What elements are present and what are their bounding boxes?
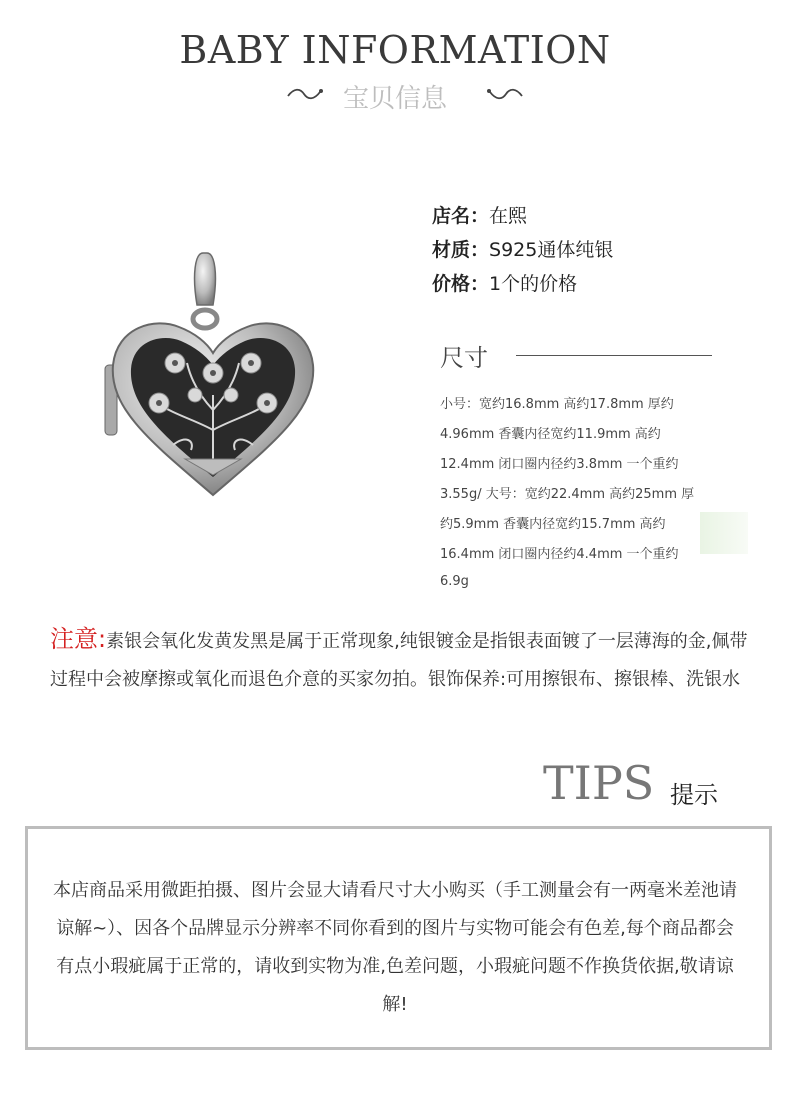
size-line: 16.4mm 闭口圈内径约4.4mm 一个重约: [440, 547, 679, 562]
info-item-material: [432, 235, 613, 262]
tips-text: 本店商品采用微距拍摄、图片会显大请看尺寸大小购买（手工测量会有一两毫米差池请谅解~）、因各个品牌显示分辨率不同你看到的图片与实物可能会有色差,每个商品都会有点小瑕疵属于正常的，请收到实物为准,色差问题，小瑕疵问题不作换货依据,敬请谅解!: [53, 880, 737, 1015]
info-item-price: [432, 269, 577, 296]
info-key: 价格：: [432, 273, 490, 295]
size-line: 3.55g/ 大号：宽约22.4mm 高约25mm 厚: [440, 487, 695, 502]
info-item-shop: [432, 201, 527, 228]
care-note: [50, 620, 760, 699]
size-line: 约5.9mm 香囊内径宽约15.7mm 高约: [440, 517, 666, 532]
header-subtitle: 宝贝信息: [342, 84, 447, 114]
size-heading: 尺寸: [440, 344, 488, 372]
header-title: BABY INFORMATION: [179, 28, 611, 72]
tips-title-en: TIPS: [543, 756, 655, 810]
info-value: 1个的价格: [489, 273, 578, 295]
heart-locket-pendant-image: [95, 245, 335, 515]
info-value: S925通体纯银: [489, 239, 614, 261]
size-heading-rule: [516, 355, 712, 356]
info-key: 店名：: [432, 205, 490, 227]
size-line: 小号：宽约16.8mm 高约17.8mm 厚约: [440, 397, 674, 412]
size-weight-tail: 6.9g: [440, 574, 469, 589]
note-label: 注意:: [50, 625, 107, 653]
size-line: 4.96mm 香囊内径宽约11.9mm 高约: [440, 427, 661, 442]
swirl-right-icon: [484, 86, 524, 102]
info-value: 在熙: [489, 205, 528, 227]
decorative-mark: [700, 512, 748, 554]
info-key: 材质：: [432, 239, 490, 261]
tips-title-cn: 提示: [670, 781, 718, 809]
size-line: 12.4mm 闭口圈内径约3.8mm 一个重约: [440, 457, 679, 472]
note-text: 素银会氧化发黄发黑是属于正常现象,纯银镀金是指银表面镀了一层薄海的金,佩带过程中会被摩擦或氧化而退色介意的买家勿拍。银饰保养:可用擦银布、擦银棒、洗银水: [50, 631, 748, 690]
